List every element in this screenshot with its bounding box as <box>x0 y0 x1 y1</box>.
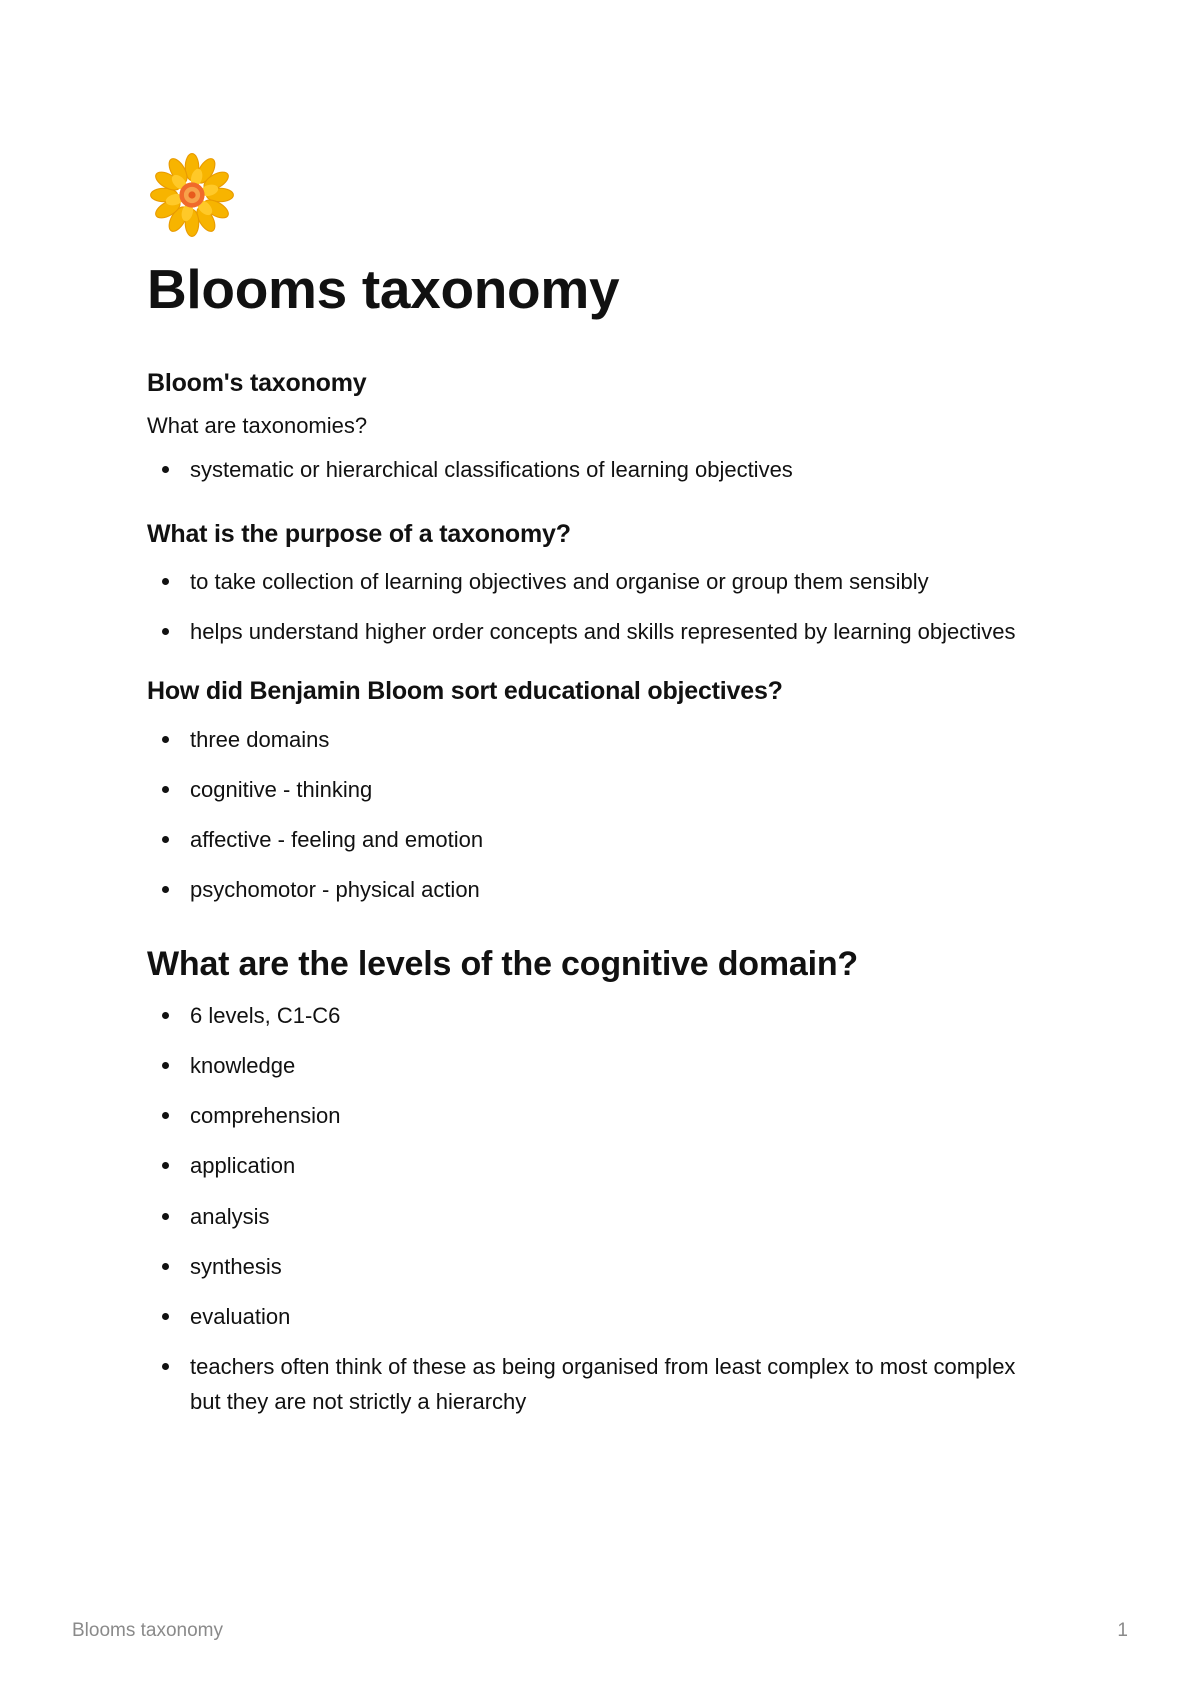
bullet-dot <box>162 466 169 473</box>
bullet-dot <box>162 1213 169 1220</box>
bullet-dot <box>162 836 169 843</box>
bullet-dot <box>162 886 169 893</box>
bullet-dot <box>162 736 169 743</box>
section-paragraph: What are taxonomies? <box>147 412 368 438</box>
bullet-list <box>147 564 1047 649</box>
list-item: teachers often think of these as being organised from least complex to most complex but they are not strictly a hierarchy <box>147 1349 1047 1419</box>
list-item: evaluation <box>147 1299 1047 1334</box>
list-item: three domains <box>147 722 1047 757</box>
bullet-dot <box>162 1263 169 1270</box>
list-item: application <box>147 1148 1047 1183</box>
bullet-dot <box>162 1162 169 1169</box>
list-item: systematic or hierarchical classifications of learning objectives <box>147 452 1047 487</box>
bullet-dot <box>162 1363 169 1370</box>
list-item: synthesis <box>147 1249 1047 1284</box>
bullet-list <box>147 722 1047 908</box>
page-title: Blooms taxonomy <box>147 258 620 320</box>
list-item: helps understand higher order concepts and skills represented by learning objectives <box>147 614 1047 649</box>
bullet-list <box>147 998 1047 1420</box>
bullet-dot <box>162 1313 169 1320</box>
list-item: comprehension <box>147 1098 1047 1133</box>
section-heading: How did Benjamin Bloom sort educational objectives? <box>147 677 783 706</box>
list-item: affective - feeling and emotion <box>147 822 1047 857</box>
bullet-dot <box>162 786 169 793</box>
list-item: to take collection of learning objectives and organise or group them sensibly <box>147 564 1047 599</box>
bullet-dot <box>162 1112 169 1119</box>
footer-title: Blooms taxonomy <box>72 1620 224 1641</box>
section-heading: Bloom's taxonomy <box>147 369 367 398</box>
list-item: analysis <box>147 1199 1047 1234</box>
section-heading: What is the purpose of a taxonomy? <box>147 519 571 548</box>
blossom-icon <box>147 150 237 240</box>
section-heading: What are the levels of the cognitive domain? <box>147 944 858 983</box>
bullet-list <box>147 452 1047 487</box>
bullet-dot <box>162 1012 169 1019</box>
page-number: 1 <box>1117 1620 1128 1641</box>
list-item: 6 levels, C1-C6 <box>147 998 1047 1033</box>
bullet-dot <box>162 578 169 585</box>
page-footer <box>72 1620 1128 1642</box>
bullet-dot <box>162 1062 169 1069</box>
bullet-dot <box>162 628 169 635</box>
list-item: psychomotor - physical action <box>147 872 1047 907</box>
list-item: knowledge <box>147 1048 1047 1083</box>
document-page <box>147 150 1047 1420</box>
list-item: cognitive - thinking <box>147 772 1047 807</box>
